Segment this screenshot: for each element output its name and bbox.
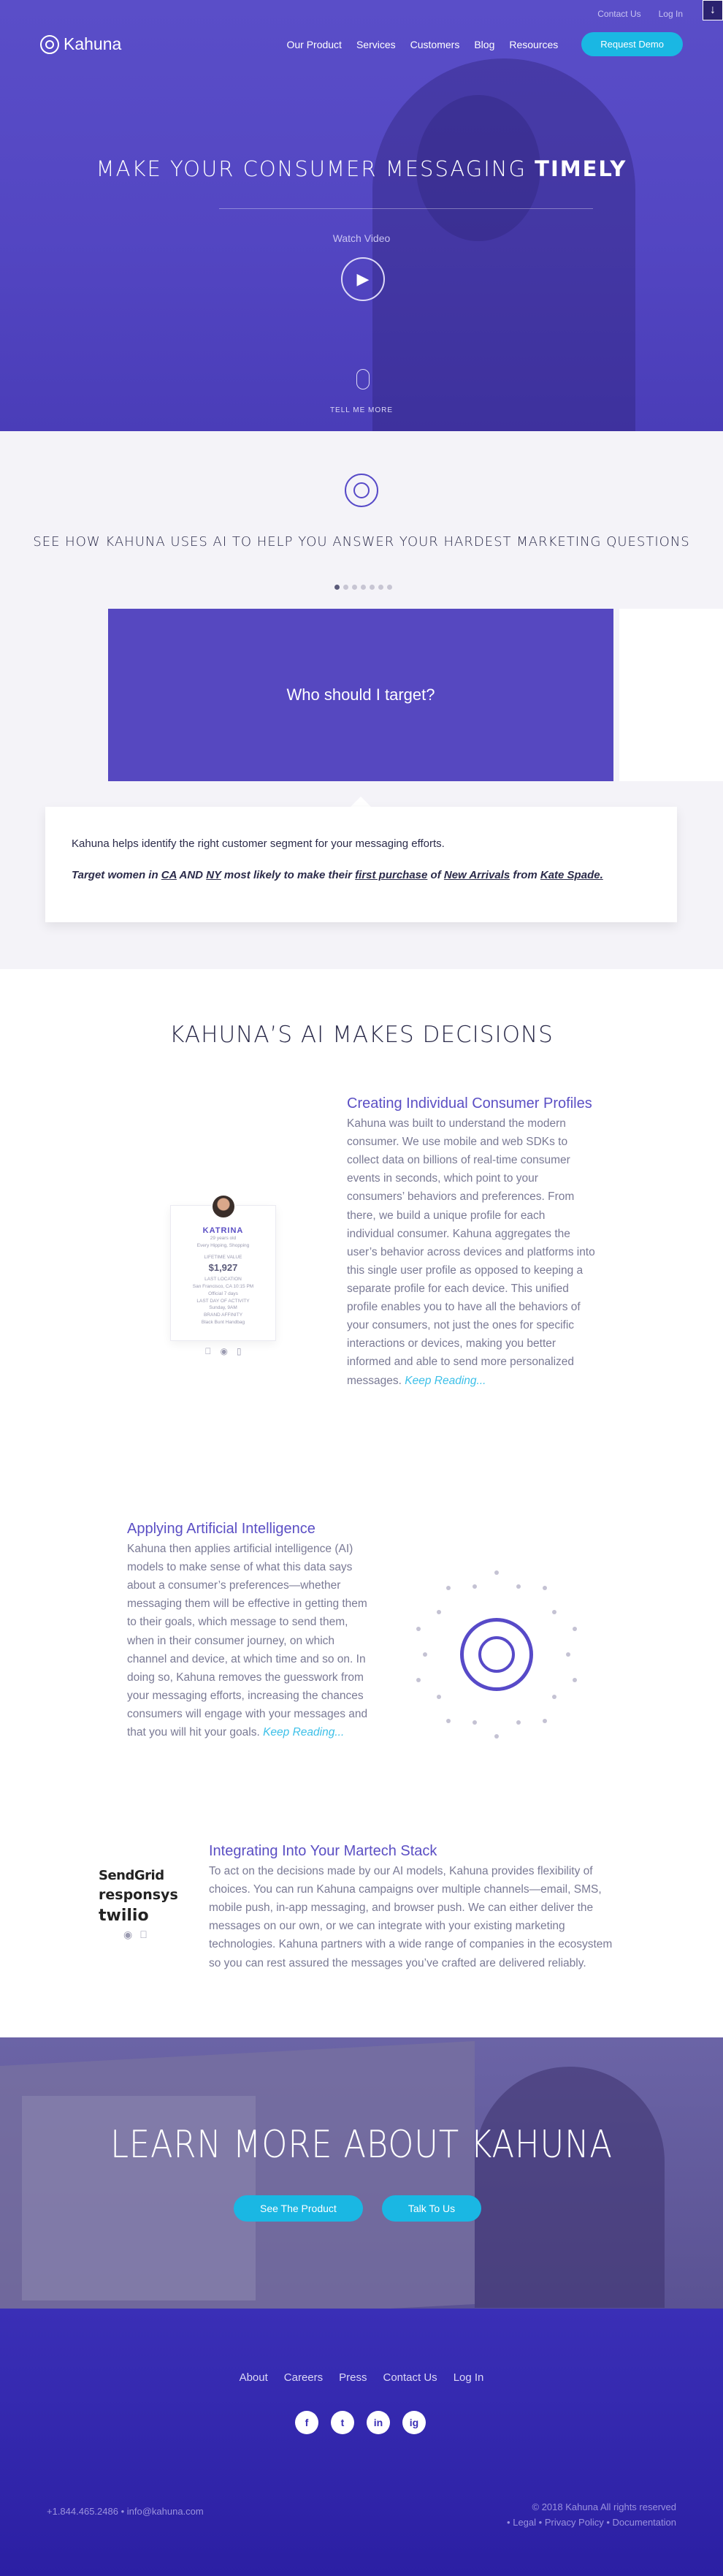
hero-title: MAKE YOUR CONSUMER MESSAGING TIMELY — [96, 156, 627, 181]
scroll-mouse-icon[interactable] — [356, 369, 370, 390]
ai-orbit-dot — [446, 1586, 451, 1590]
kahuna-ai-icon — [345, 474, 378, 507]
android-icon: ◉ — [216, 1346, 225, 1356]
ai-orbit-dot — [473, 1584, 477, 1589]
answer-lead: Kahuna helps identify the right customer segment for your messaging efforts. — [72, 837, 445, 850]
ai-orbit-dot — [473, 1720, 477, 1725]
logo-text: Kahuna — [64, 34, 122, 53]
sendgrid-logo: SendGrid — [99, 1868, 164, 1883]
learn-more-section — [0, 2037, 723, 2309]
nav-resources[interactable]: Resources — [509, 38, 559, 50]
keep-reading-link[interactable]: Keep Reading... — [405, 1374, 486, 1387]
footer-press-link[interactable]: Press — [339, 2371, 367, 2384]
profile-last-day: Sunday, 9AM — [209, 1305, 237, 1311]
talk-to-us-button[interactable]: Talk To Us — [382, 2195, 481, 2222]
first-purchase-link[interactable]: first purchase — [355, 869, 428, 881]
partner-logos — [99, 1868, 179, 1941]
legal-link[interactable]: Legal — [513, 2516, 537, 2528]
twilio-logo: twilio — [99, 1907, 149, 1925]
profile-name: KATRINA — [202, 1226, 244, 1235]
carousel-dot[interactable] — [370, 585, 375, 590]
feature-martech-stack — [209, 1841, 615, 1972]
carousel-dot[interactable] — [352, 585, 357, 590]
avatar — [211, 1194, 236, 1219]
contact-us-link[interactable]: Contact Us — [597, 9, 641, 19]
keep-reading-link[interactable]: Keep Reading... — [263, 1726, 345, 1739]
slide-title: Who should I target? — [286, 685, 435, 704]
feature-consumer-profiles — [347, 1093, 595, 1390]
feature-title: Applying Artificial Intelligence — [127, 1521, 315, 1537]
profile-value: $1,927 — [208, 1262, 238, 1274]
kahuna-logo-icon — [40, 35, 59, 54]
ca-link[interactable]: CA — [161, 869, 177, 881]
ai-orbit-dot — [437, 1695, 441, 1699]
ai-orbit-dot — [543, 1586, 547, 1590]
instagram-icon[interactable]: ig — [402, 2411, 426, 2434]
linkedin-icon[interactable]: in — [367, 2411, 390, 2434]
responsys-logo: responsys — [99, 1887, 178, 1903]
profile-affinity: Black Bunt Handbag — [201, 1319, 245, 1325]
feature-title: Integrating Into Your Martech Stack — [209, 1843, 437, 1859]
feature-body: To act on the decisions made by our AI models, Kahuna provides flexibility of choices. You can run Kahuna campaigns over multiple channels—email, SMS, mobile push, in-app messaging, and browser push. We can either deliver the messages on our own, or we can integrate with your existing marketing technologies. Kahuna partners with a wide range of companies in the ecosystem so you can rest assured the messages you’ve crafted are delivered reliably. — [209, 1865, 613, 1969]
feature-title: Creating Individual Consumer Profiles — [347, 1095, 592, 1112]
privacy-policy-link[interactable]: Privacy Policy — [544, 2516, 604, 2528]
carousel-dot[interactable] — [387, 585, 392, 590]
mouse-icon: ▯ — [233, 1346, 239, 1356]
answer-example: Target women in CA AND NY most likely to make their first purchase of New Arrivals from Kate Spade. — [72, 869, 603, 881]
ai-brain-graphic — [409, 1567, 584, 1742]
nav-customers[interactable]: Customers — [410, 38, 460, 50]
ai-orbit-dot — [494, 1734, 499, 1739]
answer-card — [45, 807, 677, 922]
kate-spade-link[interactable]: Kate Spade. — [540, 869, 603, 881]
ai-orbit-dot — [543, 1719, 547, 1723]
play-icon[interactable]: ▶ — [341, 257, 385, 301]
ai-orbit-dot — [573, 1627, 577, 1631]
footer-legal: © 2018 Kahuna All rights reserved • Legal • Privacy Policy • Documentation — [507, 2501, 676, 2528]
feature-applying-ai — [127, 1519, 375, 1741]
background-person — [475, 2067, 665, 2308]
new-arrivals-link[interactable]: New Arrivals — [443, 869, 510, 881]
apple-icon — [204, 1346, 211, 1356]
ai-questions-section — [0, 431, 723, 969]
ai-orbit-dot — [516, 1720, 521, 1725]
ai-orbit-dot — [566, 1652, 570, 1657]
footer-about-link[interactable]: About — [239, 2371, 268, 2384]
ai-orbit-dot — [516, 1584, 521, 1589]
kahuna-logo[interactable] — [40, 34, 121, 54]
decisions-title: KAHUNA’S AI MAKES DECISIONS — [169, 1022, 554, 1048]
answer-caret — [351, 797, 371, 807]
ai-orbit-dot — [416, 1627, 421, 1631]
utility-bar — [597, 9, 683, 19]
feature-body: Kahuna then applies artificial intelligence (AI) models to make sense of what this data says about a consumer’s preferences—whether messaging them will be effective in getting them to their goals, which message to send them, when in their consumer journey, on which channel and device, at which time and so on. In doing so, Kahuna removes the guesswork from your messaging efforts, increasing the chances consumers will engage with your messages and that you will hit your goals. Keep Reading... — [127, 1543, 368, 1739]
profile-device-icons — [171, 1346, 275, 1356]
profile-age: 29 years old — [210, 1236, 237, 1241]
ai-orbit-dot — [437, 1610, 441, 1614]
ai-orbit-dot — [446, 1719, 451, 1723]
profile-affinity-label: BRAND AFFINITY — [203, 1312, 243, 1318]
questions-heading: SEE HOW KAHUNA USES AI TO HELP YOU ANSWER YOUR HARDEST MARKETING QUESTIONS — [33, 534, 690, 550]
profile-interests: Every Hipping, Shopping — [196, 1242, 250, 1248]
see-the-product-button[interactable]: See The Product — [234, 2195, 363, 2222]
carousel-dot[interactable] — [334, 585, 340, 590]
social-links — [295, 2411, 426, 2434]
consumer-profile-card — [170, 1205, 276, 1356]
nav-our-product[interactable]: Our Product — [286, 38, 342, 50]
log-in-link[interactable]: Log In — [658, 9, 683, 19]
footer — [0, 2309, 723, 2576]
hero-section — [0, 0, 723, 431]
tell-me-more-link[interactable]: TELL ME MORE — [329, 406, 394, 414]
main-navigation — [40, 32, 683, 56]
footer-careers-link[interactable]: Careers — [283, 2371, 324, 2384]
watch-video-label: Watch Video — [332, 232, 391, 244]
footer-contact: +1.844.465.2486 • info@kahuna.com — [47, 2506, 204, 2517]
documentation-link[interactable]: Documentation — [612, 2516, 676, 2528]
apple-icon — [139, 1929, 148, 1941]
ai-orbit-dot — [494, 1570, 499, 1575]
ai-orbit-dot — [552, 1610, 556, 1614]
nav-blog[interactable]: Blog — [474, 38, 495, 50]
carousel-dot[interactable] — [343, 585, 348, 590]
ai-decisions-section — [0, 969, 723, 2037]
profile-location: San Francisco, CA 10:15 PM — [192, 1284, 254, 1289]
ai-orbit-dot — [423, 1652, 427, 1657]
learn-more-title: LEARN MORE ABOUT KAHUNA — [110, 2123, 613, 2167]
footer-contact-link[interactable]: Contact Us — [383, 2371, 437, 2384]
footer-login-link[interactable]: Log In — [453, 2371, 484, 2384]
carousel-dot[interactable] — [378, 585, 383, 590]
carousel-slide-next[interactable] — [619, 609, 723, 781]
profile-location-label: LAST LOCATION — [204, 1277, 242, 1283]
ai-orbit-dot — [552, 1695, 556, 1699]
phone-link[interactable]: +1.844.465.2486 — [47, 2506, 118, 2517]
facebook-icon[interactable]: f — [295, 2411, 318, 2434]
profile-location-date: Official 7 days — [208, 1291, 238, 1296]
download-arrow-icon[interactable]: ↓ — [703, 0, 723, 20]
footer-links — [0, 2371, 723, 2384]
ai-inner-ring — [478, 1636, 515, 1673]
profile-value-label: LIFETIME VALUE — [204, 1254, 242, 1260]
android-icon: ◉ — [123, 1929, 133, 1940]
ny-link[interactable]: NY — [206, 869, 221, 881]
ai-orbit-dot — [573, 1678, 577, 1682]
platform-icons — [99, 1929, 179, 1941]
ai-orbit-dot — [416, 1678, 421, 1682]
hero-divider — [219, 208, 593, 209]
carousel-slide-active[interactable] — [108, 609, 613, 781]
nav-services[interactable]: Services — [356, 38, 396, 50]
carousel-dots — [334, 585, 392, 590]
email-link[interactable]: info@kahuna.com — [126, 2506, 204, 2517]
carousel-dot[interactable] — [361, 585, 366, 590]
profile-last-day-label: LAST DAY OF ACTIVITY — [196, 1298, 250, 1304]
feature-body: Kahuna was built to understand the modern consumer. We use mobile and web SDKs to collect data on billions of real-time consumer events in seconds, which point to your consumers’ behaviors and preferences. From there, we build a unique profile for each individual consumer. Kahuna aggregates the user’s behavior across devices and platforms into this single user profile as opposed to keeping a separate profile for each device. This unified profile enables you to have all the behaviors of your consumers, not just the ones for specific interactions or devices, making you better informed and able to send more personalized messages. Keep Reading... — [347, 1117, 595, 1387]
request-demo-button[interactable]: Request Demo — [581, 32, 683, 56]
copyright: © 2018 Kahuna All rights reserved — [532, 2501, 676, 2512]
twitter-icon[interactable]: t — [331, 2411, 354, 2434]
